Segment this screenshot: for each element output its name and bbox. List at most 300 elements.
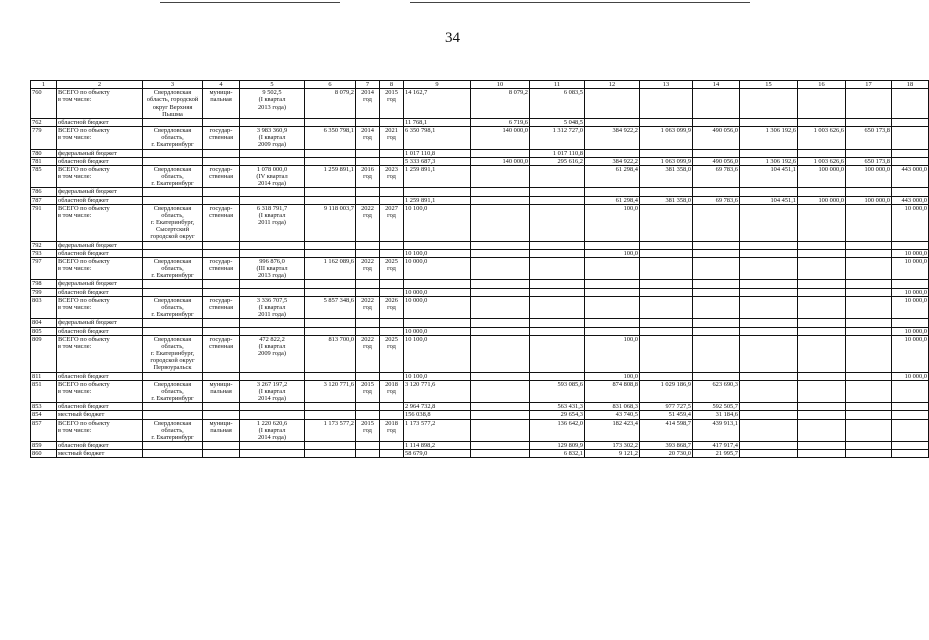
table-cell: [798, 411, 846, 419]
table-cell: Свердловская область, г. Екатеринбург: [143, 165, 203, 188]
table-cell: [798, 241, 846, 249]
table-cell: 2015 год: [380, 89, 404, 119]
table-cell: 1 063 099,9: [640, 157, 693, 165]
table-cell: областной бюджет: [57, 157, 143, 165]
table-cell: [240, 188, 305, 196]
table-cell: 859: [31, 442, 57, 450]
table-cell: [846, 450, 892, 458]
table-cell: [740, 411, 798, 419]
header-row: [31, 81, 929, 89]
table-cell: [640, 149, 693, 157]
table-cell: муници- пальная: [203, 380, 240, 403]
table-row: [31, 288, 929, 296]
table-cell: 5 048,5: [530, 118, 585, 126]
table-cell: [585, 149, 640, 157]
table-cell: [530, 296, 585, 319]
table-cell: [846, 149, 892, 157]
table-cell: [530, 257, 585, 280]
table-cell: 805: [31, 327, 57, 335]
table-row: [31, 196, 929, 204]
column-header: 15: [740, 81, 798, 89]
table-cell: [740, 280, 798, 288]
table-cell: 6 350 798,1: [404, 127, 471, 150]
table-cell: [356, 403, 380, 411]
table-cell: [240, 149, 305, 157]
table-cell: [203, 442, 240, 450]
table-cell: [530, 327, 585, 335]
table-cell: 443 000,0: [892, 196, 929, 204]
table-cell: Свердловская область, г. Екатеринбург: [143, 127, 203, 150]
table-cell: [240, 403, 305, 411]
table-cell: [640, 188, 693, 196]
table-cell: [305, 288, 356, 296]
table-cell: муници- пальная: [203, 419, 240, 442]
table-cell: 860: [31, 450, 57, 458]
table-cell: [240, 319, 305, 327]
table-row: [31, 372, 929, 380]
table-cell: [892, 118, 929, 126]
table-cell: [585, 319, 640, 327]
table-cell: 443 000,0: [892, 165, 929, 188]
table-cell: [356, 327, 380, 335]
table-cell: 1 220 620,6 (I квартал 2014 года): [240, 419, 305, 442]
table-cell: [640, 327, 693, 335]
table-cell: 1 259 891,1: [404, 165, 471, 188]
table-cell: [380, 319, 404, 327]
table-cell: 490 056,0: [693, 157, 740, 165]
table-cell: областной бюджет: [57, 327, 143, 335]
table-cell: [740, 204, 798, 241]
table-cell: 8 079,2: [305, 89, 356, 119]
table-cell: 5 857 348,6: [305, 296, 356, 319]
table-cell: 9 121,2: [585, 450, 640, 458]
column-header: 8: [380, 81, 404, 89]
table-cell: 61 298,4: [585, 165, 640, 188]
data-table: [30, 80, 929, 458]
table-cell: 10 000,0: [892, 296, 929, 319]
table-cell: 10 000,0: [892, 204, 929, 241]
table-cell: областной бюджет: [57, 372, 143, 380]
table-cell: 2018 год: [380, 380, 404, 403]
table-cell: [305, 372, 356, 380]
table-cell: [471, 419, 530, 442]
table-cell: 439 913,1: [693, 419, 740, 442]
table-cell: 9 118 003,7: [305, 204, 356, 241]
table-cell: [380, 196, 404, 204]
table-cell: 182 423,4: [585, 419, 640, 442]
table-cell: [640, 204, 693, 241]
column-header: 18: [892, 81, 929, 89]
table-cell: 6 350 798,1: [305, 127, 356, 150]
table-cell: 156 038,8: [404, 411, 471, 419]
table-cell: [305, 403, 356, 411]
table-cell: [203, 403, 240, 411]
table-cell: [585, 280, 640, 288]
table-cell: [846, 327, 892, 335]
table-cell: 384 922,2: [585, 157, 640, 165]
table-cell: [240, 327, 305, 335]
table-cell: [530, 196, 585, 204]
table-cell: [892, 89, 929, 119]
column-header: 7: [356, 81, 380, 89]
table-cell: [143, 372, 203, 380]
table-cell: [892, 127, 929, 150]
table-cell: [143, 149, 203, 157]
table-cell: [798, 118, 846, 126]
table-cell: [404, 188, 471, 196]
table-cell: [798, 380, 846, 403]
table-cell: [305, 450, 356, 458]
table-cell: 29 654,3: [530, 411, 585, 419]
table-cell: [380, 149, 404, 157]
table-cell: областной бюджет: [57, 249, 143, 257]
table-cell: 295 616,2: [530, 157, 585, 165]
table-cell: [846, 249, 892, 257]
table-cell: государ- ственная: [203, 257, 240, 280]
table-cell: 173 302,2: [585, 442, 640, 450]
table-cell: [798, 280, 846, 288]
table-cell: [693, 149, 740, 157]
table-cell: [530, 372, 585, 380]
table-cell: 136 642,0: [530, 419, 585, 442]
top-rule-left: [160, 2, 340, 3]
table-cell: [798, 319, 846, 327]
table-cell: Свердловская область, г. Екатеринбург, городской округ Первоуральск: [143, 335, 203, 372]
column-header: 14: [693, 81, 740, 89]
table-cell: [305, 249, 356, 257]
table-cell: [530, 288, 585, 296]
table-cell: 100,0: [585, 372, 640, 380]
table-cell: [585, 188, 640, 196]
table-cell: [798, 327, 846, 335]
table-cell: [892, 450, 929, 458]
table-cell: 6 832,1: [530, 450, 585, 458]
table-cell: 11 768,1: [404, 118, 471, 126]
table-cell: 650 173,8: [846, 127, 892, 150]
table-cell: 100,0: [585, 204, 640, 241]
table-cell: [740, 327, 798, 335]
table-cell: [740, 241, 798, 249]
table-cell: 593 085,6: [530, 380, 585, 403]
table-cell: [530, 188, 585, 196]
table-cell: 2015 год: [356, 380, 380, 403]
table-cell: ВСЕГО по объекту в том числе:: [57, 165, 143, 188]
table-cell: [798, 188, 846, 196]
table-cell: [585, 241, 640, 249]
table-cell: 417 917,4: [693, 442, 740, 450]
table-cell: Свердловская область, г. Екатеринбург: [143, 257, 203, 280]
table-row: [31, 241, 929, 249]
table-cell: [798, 89, 846, 119]
table-cell: [530, 249, 585, 257]
table-cell: ВСЕГО по объекту в том числе:: [57, 257, 143, 280]
table-cell: [240, 157, 305, 165]
table-cell: 1 078 000,0 (IV квартал 2014 года): [240, 165, 305, 188]
table-cell: 2026 год: [380, 296, 404, 319]
table-cell: [305, 319, 356, 327]
table-cell: 69 783,6: [693, 196, 740, 204]
table-cell: [798, 288, 846, 296]
table-cell: [693, 257, 740, 280]
table-cell: 3 983 360,9 (I квартал 2009 года): [240, 127, 305, 150]
table-cell: 31 184,6: [693, 411, 740, 419]
table-cell: 2015 год: [356, 419, 380, 442]
table-cell: [356, 241, 380, 249]
table-cell: [404, 280, 471, 288]
table-cell: [203, 157, 240, 165]
table-cell: [143, 280, 203, 288]
table-row: [31, 165, 929, 188]
table-row: [31, 280, 929, 288]
table-row: [31, 188, 929, 196]
table-cell: 43 740,5: [585, 411, 640, 419]
table-cell: [471, 165, 530, 188]
table-cell: 2022 год: [356, 257, 380, 280]
table-cell: [846, 280, 892, 288]
table-cell: 831 068,3: [585, 403, 640, 411]
table-cell: Свердловская область, г. Екатеринбург, Сысертский городской округ: [143, 204, 203, 241]
table-cell: Свердловская область, г. Екатеринбург: [143, 296, 203, 319]
table-cell: [471, 257, 530, 280]
table-cell: областной бюджет: [57, 442, 143, 450]
table-cell: [203, 327, 240, 335]
table-cell: [846, 442, 892, 450]
table-cell: областной бюджет: [57, 196, 143, 204]
table-cell: 786: [31, 188, 57, 196]
table-cell: [740, 118, 798, 126]
table-cell: 853: [31, 403, 57, 411]
table-cell: 2022 год: [356, 335, 380, 372]
table-cell: 1 162 089,6: [305, 257, 356, 280]
table-cell: [143, 319, 203, 327]
table-cell: 100,0: [585, 335, 640, 372]
table-cell: [798, 442, 846, 450]
table-cell: 61 298,4: [585, 196, 640, 204]
table-cell: [240, 442, 305, 450]
column-header: 13: [640, 81, 693, 89]
table-cell: [640, 296, 693, 319]
table-cell: [240, 372, 305, 380]
table-cell: 10 000,0: [404, 257, 471, 280]
table-cell: [640, 257, 693, 280]
table-cell: 10 000,0: [404, 288, 471, 296]
table-cell: государ- ственная: [203, 204, 240, 241]
table-cell: [143, 411, 203, 419]
table-cell: [892, 149, 929, 157]
table-cell: [740, 296, 798, 319]
table-cell: 1 003 626,6: [798, 157, 846, 165]
column-header: 9: [404, 81, 471, 89]
table-cell: [471, 319, 530, 327]
table-cell: [356, 249, 380, 257]
table-cell: [380, 327, 404, 335]
table-cell: [380, 288, 404, 296]
table-cell: 592 505,7: [693, 403, 740, 411]
table-cell: [471, 196, 530, 204]
table-cell: [305, 149, 356, 157]
table-cell: [356, 288, 380, 296]
table-cell: 1 173 577,2: [404, 419, 471, 442]
table-cell: [471, 403, 530, 411]
table-cell: [530, 241, 585, 249]
table-cell: [740, 89, 798, 119]
table-cell: [203, 196, 240, 204]
table-cell: [693, 249, 740, 257]
table-row: [31, 442, 929, 450]
table-cell: [203, 411, 240, 419]
table-cell: 140 000,0: [471, 157, 530, 165]
table-cell: 623 690,3: [693, 380, 740, 403]
table-cell: [693, 335, 740, 372]
table-row: [31, 411, 929, 419]
column-header: 12: [585, 81, 640, 89]
table-cell: 650 173,8: [846, 157, 892, 165]
table-cell: [892, 403, 929, 411]
table-cell: 100,0: [585, 249, 640, 257]
table-cell: [740, 149, 798, 157]
table-cell: [640, 288, 693, 296]
table-cell: 384 922,2: [585, 127, 640, 150]
table-cell: 10 100,0: [404, 204, 471, 241]
table-cell: [640, 372, 693, 380]
table-cell: [404, 241, 471, 249]
table-cell: [798, 204, 846, 241]
table-cell: 857: [31, 419, 57, 442]
table-cell: [640, 319, 693, 327]
table-cell: 2022 год: [356, 296, 380, 319]
table-cell: [693, 327, 740, 335]
table-cell: [892, 157, 929, 165]
table-cell: [640, 89, 693, 119]
table-cell: 3 120 771,6: [404, 380, 471, 403]
table-cell: Свердловская область, г. Екатеринбург: [143, 380, 203, 403]
table-cell: [143, 118, 203, 126]
table-cell: 1 029 186,9: [640, 380, 693, 403]
table-cell: государ- ственная: [203, 296, 240, 319]
table-row: [31, 257, 929, 280]
table-cell: ВСЕГО по объекту в том числе:: [57, 380, 143, 403]
table-cell: 2027 год: [380, 204, 404, 241]
table-cell: 10 000,0: [892, 372, 929, 380]
table-cell: [798, 372, 846, 380]
top-rule-right: [410, 2, 750, 3]
table-cell: [471, 327, 530, 335]
table-cell: [740, 419, 798, 442]
table-cell: 472 822,2 (I квартал 2009 года): [240, 335, 305, 372]
table-cell: [585, 296, 640, 319]
table-cell: [143, 327, 203, 335]
table-cell: [846, 319, 892, 327]
table-cell: [740, 380, 798, 403]
table-cell: [693, 188, 740, 196]
table-cell: [305, 196, 356, 204]
column-header: 11: [530, 81, 585, 89]
table-cell: 3 120 771,6: [305, 380, 356, 403]
table-cell: [693, 204, 740, 241]
table-cell: [203, 288, 240, 296]
column-header: 17: [846, 81, 892, 89]
table-cell: [798, 249, 846, 257]
table-cell: [693, 319, 740, 327]
table-cell: [380, 403, 404, 411]
table-cell: [798, 450, 846, 458]
table-cell: [530, 165, 585, 188]
table-row: [31, 89, 929, 119]
table-cell: [356, 157, 380, 165]
table-cell: 69 783,6: [693, 165, 740, 188]
table-cell: [892, 442, 929, 450]
table-cell: [203, 372, 240, 380]
page-number: 34: [445, 30, 460, 46]
table-cell: 6 719,6: [471, 118, 530, 126]
table-cell: 104 451,1: [740, 196, 798, 204]
table-cell: [640, 118, 693, 126]
table-cell: 780: [31, 149, 57, 157]
table-cell: [305, 411, 356, 419]
table-row: [31, 380, 929, 403]
table-cell: 9 502,5 (I квартал 2013 года): [240, 89, 305, 119]
column-header: 6: [305, 81, 356, 89]
table-cell: [740, 249, 798, 257]
table-cell: 3 267 197,2 (I квартал 2014 года): [240, 380, 305, 403]
table-cell: [585, 288, 640, 296]
column-header: 1: [31, 81, 57, 89]
table-cell: [693, 296, 740, 319]
table-cell: муници- пальная: [203, 89, 240, 119]
table-cell: 809: [31, 335, 57, 372]
table-cell: ВСЕГО по объекту в том числе:: [57, 296, 143, 319]
table-cell: 792: [31, 241, 57, 249]
table-cell: 2025 год: [380, 335, 404, 372]
table-cell: Свердловская область, городской округ Верхняя Пышма: [143, 89, 203, 119]
table-cell: [143, 157, 203, 165]
table-cell: [693, 118, 740, 126]
table-row: [31, 157, 929, 165]
table-cell: [471, 380, 530, 403]
table-cell: областной бюджет: [57, 118, 143, 126]
table-cell: [356, 319, 380, 327]
table-cell: [380, 249, 404, 257]
table-cell: [740, 188, 798, 196]
table-cell: 393 868,7: [640, 442, 693, 450]
table-cell: [740, 372, 798, 380]
table-row: [31, 149, 929, 157]
table-cell: ВСЕГО по объекту в том числе:: [57, 335, 143, 372]
table-cell: [846, 188, 892, 196]
table-cell: [356, 450, 380, 458]
table-cell: [640, 335, 693, 372]
table-cell: [380, 118, 404, 126]
table-cell: [143, 196, 203, 204]
table-cell: 793: [31, 249, 57, 257]
table-cell: 10 100,0: [404, 372, 471, 380]
table-cell: местный бюджет: [57, 411, 143, 419]
table-cell: 797: [31, 257, 57, 280]
table-cell: [240, 288, 305, 296]
table-cell: [471, 372, 530, 380]
table-cell: 779: [31, 127, 57, 150]
table-cell: 791: [31, 204, 57, 241]
table-cell: 6 083,5: [530, 89, 585, 119]
table-cell: [305, 327, 356, 335]
table-cell: [471, 280, 530, 288]
table-cell: [798, 257, 846, 280]
table-cell: федеральный бюджет: [57, 280, 143, 288]
table-cell: 2021 год: [380, 127, 404, 150]
table-cell: [892, 319, 929, 327]
column-header: 16: [798, 81, 846, 89]
table-cell: [798, 403, 846, 411]
